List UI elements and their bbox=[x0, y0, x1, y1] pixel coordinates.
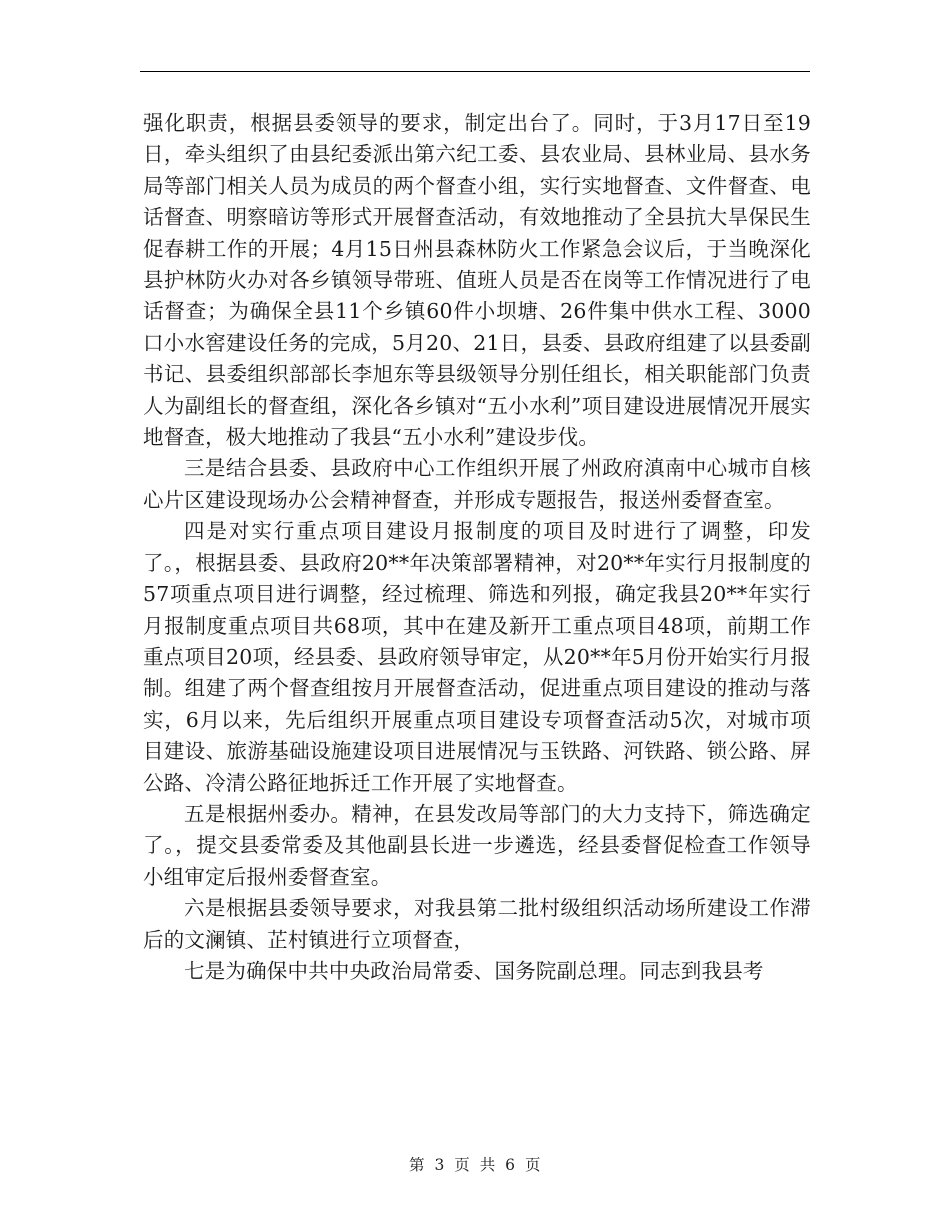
paragraph-2: 三是结合县委、县政府中心工作组织开展了州政府滇南中心城市自核心片区建设现场办公会精神督查，并形成专题报告，报送州委督查室。 bbox=[143, 456, 811, 512]
footer-total-pages: 6 bbox=[505, 1156, 516, 1174]
header-rule bbox=[140, 71, 810, 72]
footer-current-page: 3 bbox=[434, 1156, 445, 1174]
paragraph-3: 四是对实行重点项目建设月报制度的项目及时进行了调整，印发了。，根据县委、县政府20**年决策部署精神，对20**年实行月报制度的57项重点项目进行调整，经过梳理、筛选和列报，确定我县20**年实行月报制度重点项目共68项，其中在建及新开工重点项目48项，前期工作重点项目20项，经县委、县政府领导审定，从20**年5月份开始实行月报制。组建了两个督查组按月开展督查活动，促进重点项目建设的推动与落实，6月以来，先后组织开展重点项目建设专项督查活动5次，对城市项目建设、旅游基础设施建设项目进展情况与玉铁路、河铁路、锁公路、屏公路、冷清公路征地拆迁工作开展了实地督查。 bbox=[143, 519, 811, 795]
paragraph-5: 六是根据县委领导要求，对我县第二批村级组织活动场所建设工作滞后的文澜镇、芷村镇进行立项督查， bbox=[143, 896, 811, 952]
paragraph-1: 强化职责，根据县委领导的要求，制定出台了。同时，于3月17日至19日，牵头组织了由县纪委派出第六纪工委、县农业局、县林业局、县水务局等部门相关人员为成员的两个督查小组，实行实地督查、文件督查、电话督查、明察暗访等形式开展督查活动，有效地推动了全县抗大旱保民生促春耕工作的开展；4月15日州县森林防火工作紧急会议后，于当晚深化县护林防火办对各乡镇领导带班、值班人员是否在岗等工作情况进行了电话督查；为确保全县11个乡镇60件小坝塘、26件集中供水工程、3000口小水窖建设任务的完成，5月20、21日，县委、县政府组建了以县委副书记、县委组织部部长李旭东等县级领导分别任组长，相关职能部门负责人为副组长的督查组，深化各乡镇对“五小水利”项目建设进展情况开展实地督查，极大地推动了我县“五小水利”建设步伐。 bbox=[143, 111, 811, 450]
footer-suffix: 页 bbox=[524, 1156, 541, 1174]
page-footer bbox=[0, 1153, 950, 1175]
footer-total-word: 共 bbox=[479, 1156, 496, 1174]
paragraph-4: 五是根据州委办。精神，在县发改局等部门的大力支持下，筛选确定了。，提交县委常委及其他副县长进一步遴选，经县委督促检查工作领导小组审定后报州委督查室。 bbox=[143, 801, 811, 889]
footer-page-word: 页 bbox=[454, 1156, 471, 1174]
footer-prefix: 第 bbox=[409, 1156, 426, 1174]
document-body bbox=[143, 108, 811, 987]
paragraph-6: 七是为确保中共中央政治局常委、国务院副总理。同志到我县考 bbox=[184, 958, 764, 983]
